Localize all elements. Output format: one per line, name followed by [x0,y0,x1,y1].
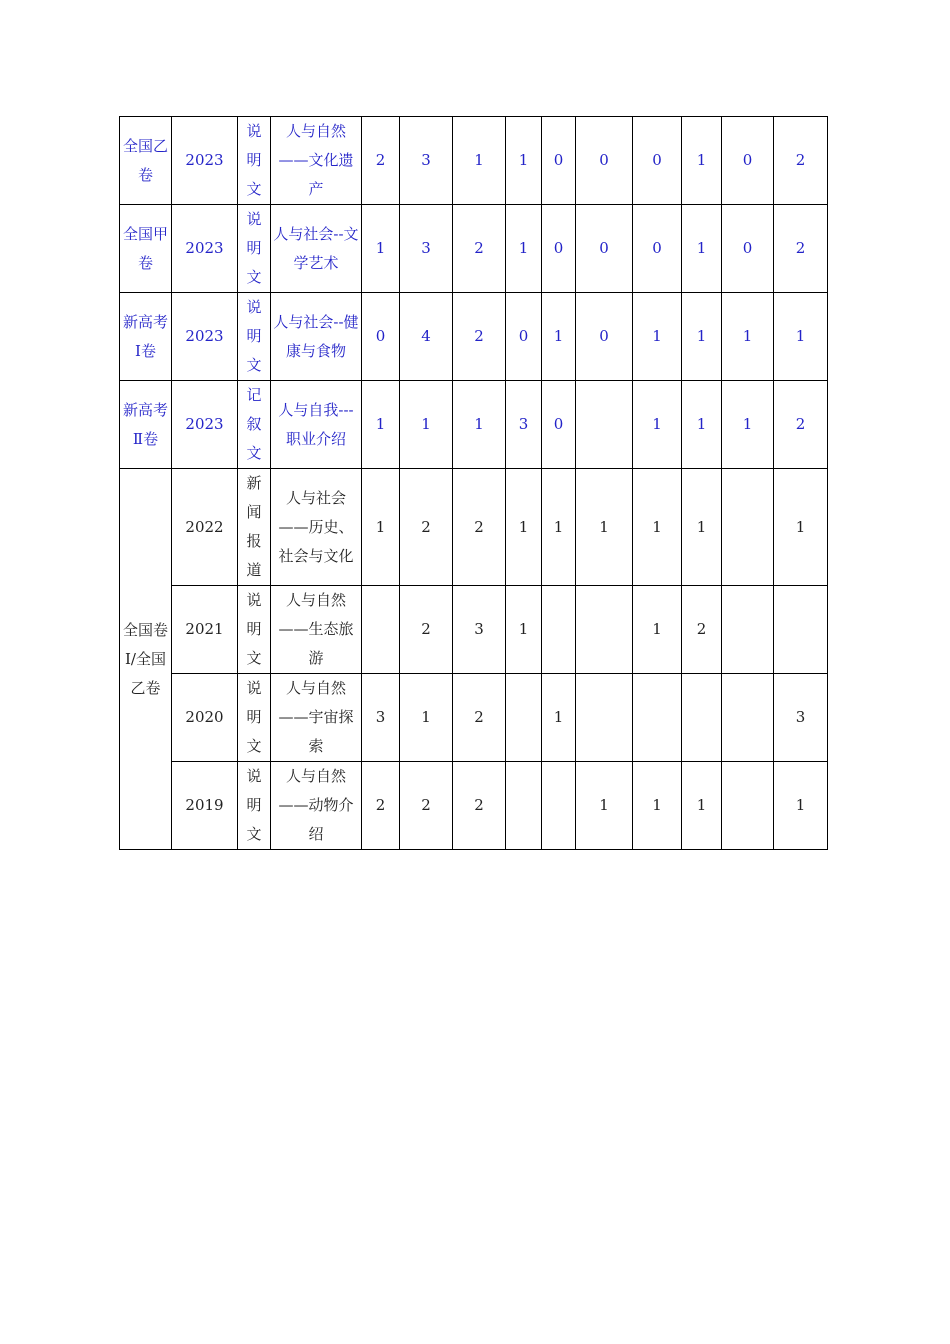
theme-cell: 人与社会--健康与食物 [271,293,362,381]
count-cell: 2 [453,293,506,381]
count-cell: 1 [682,293,722,381]
count-cell: 1 [453,381,506,469]
theme-cell: 人与自然——宇宙探索 [271,674,362,762]
count-cell: 1 [362,205,400,293]
count-cell [633,674,682,762]
count-cell [542,586,576,674]
table-row [120,117,828,205]
count-cell: 1 [453,117,506,205]
count-cell: 2 [453,205,506,293]
count-cell: 1 [542,469,576,586]
paper-cell: 新高考Ⅱ卷 [120,381,172,469]
count-cell [506,674,542,762]
year-cell: 2023 [172,117,238,205]
count-cell: 0 [506,293,542,381]
count-cell: 1 [576,762,633,850]
count-cell: 2 [682,586,722,674]
count-cell: 0 [576,205,633,293]
count-cell: 1 [362,469,400,586]
count-cell: 2 [774,381,828,469]
count-cell: 0 [542,381,576,469]
table-row [120,205,828,293]
theme-cell: 人与社会--文学艺术 [271,205,362,293]
theme-cell: 人与自然——文化遗产 [271,117,362,205]
count-cell: 1 [682,205,722,293]
count-cell: 2 [453,762,506,850]
count-cell [576,674,633,762]
genre-cell: 说明文 [238,205,271,293]
genre-cell: 说明文 [238,674,271,762]
count-cell: 2 [453,674,506,762]
count-cell: 1 [506,117,542,205]
exam-statistics-table [119,116,828,850]
count-cell [576,586,633,674]
count-cell: 1 [722,381,774,469]
count-cell: 1 [774,762,828,850]
count-cell [774,586,828,674]
count-cell: 3 [362,674,400,762]
table-row [120,381,828,469]
paper-cell: 新高考Ⅰ卷 [120,293,172,381]
paper-cell: 全国乙卷 [120,117,172,205]
year-cell: 2023 [172,205,238,293]
genre-cell: 说明文 [238,293,271,381]
count-cell: 2 [400,586,453,674]
genre-cell: 说明文 [238,117,271,205]
genre-cell: 说明文 [238,586,271,674]
count-cell: 0 [576,293,633,381]
theme-cell: 人与自然——生态旅游 [271,586,362,674]
count-cell [722,586,774,674]
count-cell [722,762,774,850]
count-cell [576,381,633,469]
paper-cell: 全国卷Ⅰ/全国乙卷 [120,469,172,850]
year-cell: 2022 [172,469,238,586]
count-cell: 1 [542,674,576,762]
count-cell: 0 [576,117,633,205]
year-cell: 2023 [172,293,238,381]
count-cell: 3 [774,674,828,762]
genre-cell: 新闻报道 [238,469,271,586]
count-cell: 1 [774,469,828,586]
count-cell [722,469,774,586]
theme-cell: 人与自然——动物介绍 [271,762,362,850]
count-cell: 3 [400,205,453,293]
theme-cell: 人与自我--- 职业介绍 [271,381,362,469]
year-cell: 2020 [172,674,238,762]
genre-cell: 记叙文 [238,381,271,469]
count-cell: 2 [362,762,400,850]
count-cell: 1 [542,293,576,381]
table-row [120,586,828,674]
count-cell: 2 [774,205,828,293]
year-cell: 2019 [172,762,238,850]
count-cell: 1 [400,381,453,469]
year-cell: 2023 [172,381,238,469]
count-cell: 1 [774,293,828,381]
count-cell: 1 [506,586,542,674]
count-cell: 3 [506,381,542,469]
count-cell: 1 [576,469,633,586]
count-cell: 0 [722,117,774,205]
count-cell: 2 [774,117,828,205]
count-cell: 1 [682,381,722,469]
count-cell [506,762,542,850]
count-cell: 1 [633,469,682,586]
count-cell: 0 [362,293,400,381]
year-cell: 2021 [172,586,238,674]
table-row [120,762,828,850]
count-cell: 1 [722,293,774,381]
count-cell [682,674,722,762]
count-cell [542,762,576,850]
count-cell: 1 [682,117,722,205]
count-cell: 1 [682,469,722,586]
count-cell: 0 [633,205,682,293]
count-cell: 0 [542,117,576,205]
count-cell [362,586,400,674]
theme-cell: 人与社会——历史、社会与文化 [271,469,362,586]
count-cell: 1 [633,381,682,469]
count-cell: 0 [633,117,682,205]
count-cell: 2 [400,469,453,586]
count-cell: 1 [682,762,722,850]
table-row [120,674,828,762]
genre-cell: 说明文 [238,762,271,850]
count-cell: 0 [542,205,576,293]
count-cell: 2 [400,762,453,850]
count-cell: 1 [633,762,682,850]
table-body [120,117,828,850]
count-cell: 4 [400,293,453,381]
count-cell: 3 [400,117,453,205]
count-cell: 2 [362,117,400,205]
count-cell: 3 [453,586,506,674]
table-row [120,293,828,381]
paper-cell: 全国甲卷 [120,205,172,293]
table-row [120,469,828,586]
count-cell: 1 [506,205,542,293]
count-cell: 1 [362,381,400,469]
count-cell [722,674,774,762]
count-cell: 1 [633,586,682,674]
count-cell: 1 [506,469,542,586]
count-cell: 1 [400,674,453,762]
count-cell: 0 [722,205,774,293]
count-cell: 2 [453,469,506,586]
count-cell: 1 [633,293,682,381]
